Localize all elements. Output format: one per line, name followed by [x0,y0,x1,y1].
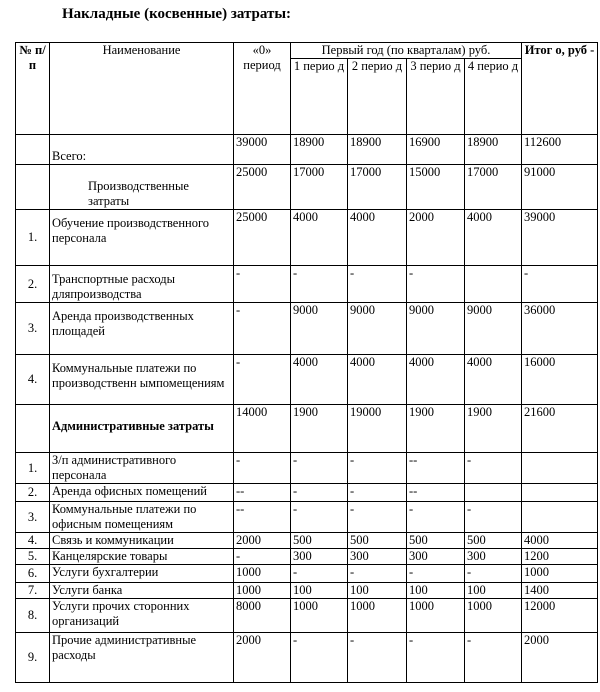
cell-name: Связь и коммуникации [50,533,234,549]
table-row [16,565,598,583]
cell-q2: - [348,453,407,484]
cell-q2: - [348,484,407,502]
cell-num: 3. [16,303,50,355]
cell-q4: 17000 [465,165,522,210]
cell-q3: -- [407,453,465,484]
cell-num: 1. [16,453,50,484]
cell-p0: -- [234,484,291,502]
cell-q2: 4000 [348,355,407,405]
cell-name: Административные затраты [50,405,234,453]
cell-q2: 500 [348,533,407,549]
cell-total: 12000 [522,599,598,633]
header-q1: 1 перио д [291,59,348,135]
cell-total: 2000 [522,633,598,683]
cell-total [522,502,598,533]
cell-q3: 9000 [407,303,465,355]
cell-p0: - [234,549,291,565]
cell-q1: 18900 [291,135,348,165]
cell-q2: 17000 [348,165,407,210]
cell-p0: 1000 [234,565,291,583]
cell-q4: - [465,453,522,484]
table-row [16,599,598,633]
cell-q2: 300 [348,549,407,565]
cell-q1: - [291,633,348,683]
cell-p0: 1000 [234,583,291,599]
cell-total: 21600 [522,405,598,453]
table-row [16,633,598,683]
cell-q1: - [291,453,348,484]
cell-q4: 1900 [465,405,522,453]
cell-num: 9. [16,633,50,683]
cell-q1: 17000 [291,165,348,210]
cell-p0: - [234,355,291,405]
table-row [16,453,598,484]
cell-q2: 4000 [348,210,407,266]
cell-num [16,165,50,210]
cell-num [16,135,50,165]
cell-total: - [522,266,598,303]
table-row [16,165,598,210]
cell-num: 4. [16,533,50,549]
cell-num: 4. [16,355,50,405]
cell-q4: - [465,502,522,533]
cell-num: 3. [16,502,50,533]
cell-name: З/п административного персонала [50,453,234,484]
cell-q2: 1000 [348,599,407,633]
cell-name: Всего: [50,135,234,165]
table-row [16,266,598,303]
cell-p0: 2000 [234,533,291,549]
cell-p0: 8000 [234,599,291,633]
cell-q4: 100 [465,583,522,599]
cell-q2: 9000 [348,303,407,355]
cell-q2: - [348,266,407,303]
cell-num: 8. [16,599,50,633]
header-name: Наименование [50,43,234,135]
table-row [16,355,598,405]
cell-q1: 1900 [291,405,348,453]
cell-q3: - [407,633,465,683]
cell-q4: 300 [465,549,522,565]
cell-total: 1400 [522,583,598,599]
cell-name: Канцелярские товары [50,549,234,565]
table-row [16,502,598,533]
cell-q1: - [291,266,348,303]
cell-name: Коммунальные платежи по производственн ымпомещениям [50,355,234,405]
cell-name: Аренда производственных площадей [50,303,234,355]
cell-total: 16000 [522,355,598,405]
overhead-costs-table [15,42,598,683]
cell-q1: - [291,502,348,533]
cell-num: 2. [16,484,50,502]
header-total: Итог о, руб - [522,43,598,135]
cell-q1: 9000 [291,303,348,355]
cell-num: 1. [16,210,50,266]
cell-p0: 2000 [234,633,291,683]
cell-q1: - [291,484,348,502]
cell-q3: -- [407,484,465,502]
cell-q1: 1000 [291,599,348,633]
cell-p0: -- [234,502,291,533]
cell-q2: - [348,565,407,583]
header-q4: 4 перио д [465,59,522,135]
cell-q4: 1000 [465,599,522,633]
cell-q3: - [407,502,465,533]
cell-q1: 4000 [291,210,348,266]
cell-num [16,405,50,453]
cell-q1: - [291,565,348,583]
header-year: Первый год (по кварталам) руб. [291,43,522,59]
table-row [16,533,598,549]
cell-total: 4000 [522,533,598,549]
cell-q3: - [407,565,465,583]
cell-name: Обучение производственного персонала [50,210,234,266]
cell-q2: 18900 [348,135,407,165]
table-row [16,583,598,599]
header-q3: 3 перио д [407,59,465,135]
cell-q4: - [465,633,522,683]
cell-p0: 25000 [234,210,291,266]
cell-total: 36000 [522,303,598,355]
cell-q4: 4000 [465,355,522,405]
cell-q4: 18900 [465,135,522,165]
table-row [16,484,598,502]
cell-q3: 1000 [407,599,465,633]
cell-q2: - [348,633,407,683]
cell-total: 91000 [522,165,598,210]
cell-num: 2. [16,266,50,303]
cell-q1: 300 [291,549,348,565]
cell-name: Услуги бухгалтерии [50,565,234,583]
cell-q1: 500 [291,533,348,549]
cell-p0: - [234,303,291,355]
table-row [16,549,598,565]
cell-q2: 19000 [348,405,407,453]
cell-p0: - [234,453,291,484]
header-num: № п/п [16,43,50,135]
cell-q4: 4000 [465,210,522,266]
cell-q3: - [407,266,465,303]
table-row [16,210,598,266]
cell-q3: 2000 [407,210,465,266]
cell-total: 1200 [522,549,598,565]
cell-q2: 100 [348,583,407,599]
cell-p0: - [234,266,291,303]
cell-q1: 4000 [291,355,348,405]
cell-q3: 500 [407,533,465,549]
cell-q1: 100 [291,583,348,599]
cell-p0: 39000 [234,135,291,165]
cell-p0: 25000 [234,165,291,210]
cell-name: Производственные затраты [50,165,234,210]
cell-total: 39000 [522,210,598,266]
cell-total: 1000 [522,565,598,583]
table-row [16,135,598,165]
cell-q2: - [348,502,407,533]
cell-num: 5. [16,549,50,565]
cell-total [522,453,598,484]
cell-q4: - [465,565,522,583]
cell-name: Услуги прочих сторонних организаций [50,599,234,633]
header-q2: 2 перио д [348,59,407,135]
table-row [16,303,598,355]
cell-q4: 9000 [465,303,522,355]
cell-q3: 100 [407,583,465,599]
cell-total [522,484,598,502]
cell-name: Прочие административные расходы [50,633,234,683]
cell-q4: 500 [465,533,522,549]
cell-p0: 14000 [234,405,291,453]
cell-q4 [465,484,522,502]
header-period0: «0» период [234,43,291,135]
cell-q3: 300 [407,549,465,565]
page-title: Накладные (косвенные) затраты: [62,6,292,22]
cell-q3: 1900 [407,405,465,453]
cell-q4 [465,266,522,303]
cell-num: 6. [16,565,50,583]
cell-q3: 15000 [407,165,465,210]
cell-num: 7. [16,583,50,599]
cell-total: 112600 [522,135,598,165]
cell-name: Услуги банка [50,583,234,599]
cell-name: Транспортные расходы дляпроизводства [50,266,234,303]
cell-q3: 16900 [407,135,465,165]
cell-name: Аренда офисных помещений [50,484,234,502]
cell-name: Коммунальные платежи по офисным помещениям [50,502,234,533]
table-row [16,405,598,453]
cell-q3: 4000 [407,355,465,405]
